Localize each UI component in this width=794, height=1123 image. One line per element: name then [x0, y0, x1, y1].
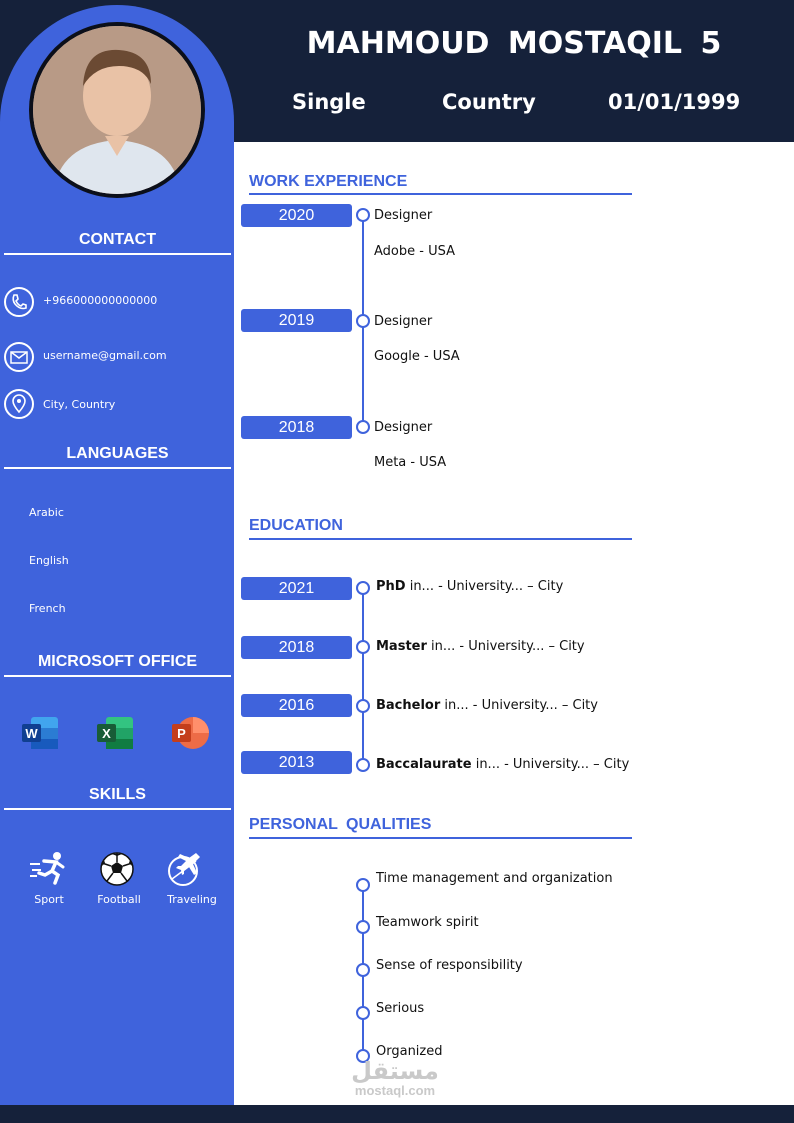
languages-title: LANGUAGES — [66, 445, 169, 462]
education-year: 2016 — [241, 694, 352, 717]
education-item — [376, 757, 629, 772]
contact-divider — [4, 253, 231, 255]
work-year: 2020 — [241, 204, 352, 227]
quality-item: Serious — [376, 1001, 425, 1016]
work-divider — [249, 193, 632, 195]
timeline-dot — [356, 420, 370, 434]
quality-item: Organized — [376, 1044, 443, 1059]
plane-globe-icon — [166, 851, 206, 892]
location-pin-icon — [4, 389, 34, 419]
work-title: WORK EXPERIENCE — [249, 173, 408, 190]
watermark-logo — [340, 1058, 450, 1098]
education-year: 2013 — [241, 751, 352, 774]
excel-icon — [96, 716, 134, 750]
work-role: Designer — [374, 314, 433, 329]
languages-divider — [4, 467, 231, 469]
word-icon — [21, 716, 59, 750]
qualities-divider — [249, 837, 632, 839]
language-item: French — [29, 602, 66, 615]
degree: Baccalaurate — [376, 757, 472, 772]
language-item: English — [29, 554, 69, 567]
footer-bar — [0, 1105, 794, 1123]
timeline-dot — [356, 920, 370, 934]
qualities-title: PERSONAL QUALITIES — [249, 816, 432, 833]
education-title: EDUCATION — [249, 517, 343, 534]
skills-divider — [4, 808, 231, 810]
powerpoint-letter: P — [177, 726, 186, 741]
degree-detail: in... - University... – City — [440, 698, 598, 713]
education-item — [376, 579, 563, 594]
country: Country — [442, 90, 536, 114]
education-timeline — [362, 588, 364, 766]
location-text: City, Country — [43, 398, 116, 411]
watermark-arabic: مستقل — [351, 1057, 439, 1085]
office-title: MICROSOFT OFFICE — [37, 653, 198, 670]
degree: Bachelor — [376, 698, 441, 713]
work-company: Adobe - USA — [374, 244, 455, 259]
powerpoint-icon — [171, 716, 209, 750]
timeline-dot — [356, 758, 370, 772]
timeline-dot — [356, 208, 370, 222]
email-icon — [4, 342, 34, 372]
work-year: 2018 — [241, 416, 352, 439]
education-item — [376, 698, 598, 713]
word-letter: W — [25, 726, 38, 741]
timeline-dot — [356, 314, 370, 328]
timeline-dot — [356, 1006, 370, 1020]
marital-status: Single — [292, 90, 366, 114]
timeline-dot — [356, 963, 370, 977]
skill-label: Football — [97, 893, 141, 906]
work-year: 2019 — [241, 309, 352, 332]
degree-detail: in... - University... – City — [471, 757, 630, 772]
profile-photo — [33, 26, 201, 194]
degree: PhD — [376, 579, 406, 594]
language-item: Arabic — [29, 506, 64, 519]
email-address: username@gmail.com — [43, 349, 167, 362]
football-icon — [99, 851, 135, 892]
quality-item: Teamwork spirit — [376, 915, 479, 930]
timeline-dot — [356, 581, 370, 595]
work-company: Meta - USA — [374, 455, 447, 470]
education-year: 2018 — [241, 636, 352, 659]
quality-item: Sense of responsibility — [376, 958, 523, 973]
skills-title: SKILLS — [89, 786, 146, 803]
education-divider — [249, 538, 632, 540]
degree: Master — [376, 639, 427, 654]
quality-item: Time management and organization — [376, 871, 613, 886]
degree-detail: in... - University... – City — [405, 579, 564, 594]
profile-photo-frame — [29, 22, 205, 198]
work-company: Google - USA — [374, 349, 460, 364]
phone-icon — [4, 287, 34, 317]
timeline-dot — [356, 640, 370, 654]
timeline-dot — [356, 699, 370, 713]
person-silhouette-icon — [33, 26, 201, 194]
skill-label: Sport — [34, 893, 64, 906]
phone-number: +966000000000000 — [43, 294, 158, 307]
office-divider — [4, 675, 231, 677]
education-year: 2021 — [241, 577, 352, 600]
work-role: Designer — [374, 420, 433, 435]
timeline-dot — [356, 878, 370, 892]
watermark-latin: mostaql.com — [354, 1083, 436, 1098]
sidebar — [0, 142, 234, 1105]
education-item — [376, 639, 585, 654]
work-role: Designer — [374, 208, 433, 223]
contact-title: CONTACT — [78, 231, 157, 248]
person-name: MAHMOUD MOSTAQIL 5 — [306, 26, 722, 61]
skill-label: Traveling — [167, 893, 217, 906]
runner-icon — [30, 851, 68, 890]
birth-date: 01/01/1999 — [608, 90, 741, 114]
degree-detail: in... - University... – City — [426, 639, 585, 654]
excel-letter: X — [102, 726, 111, 741]
